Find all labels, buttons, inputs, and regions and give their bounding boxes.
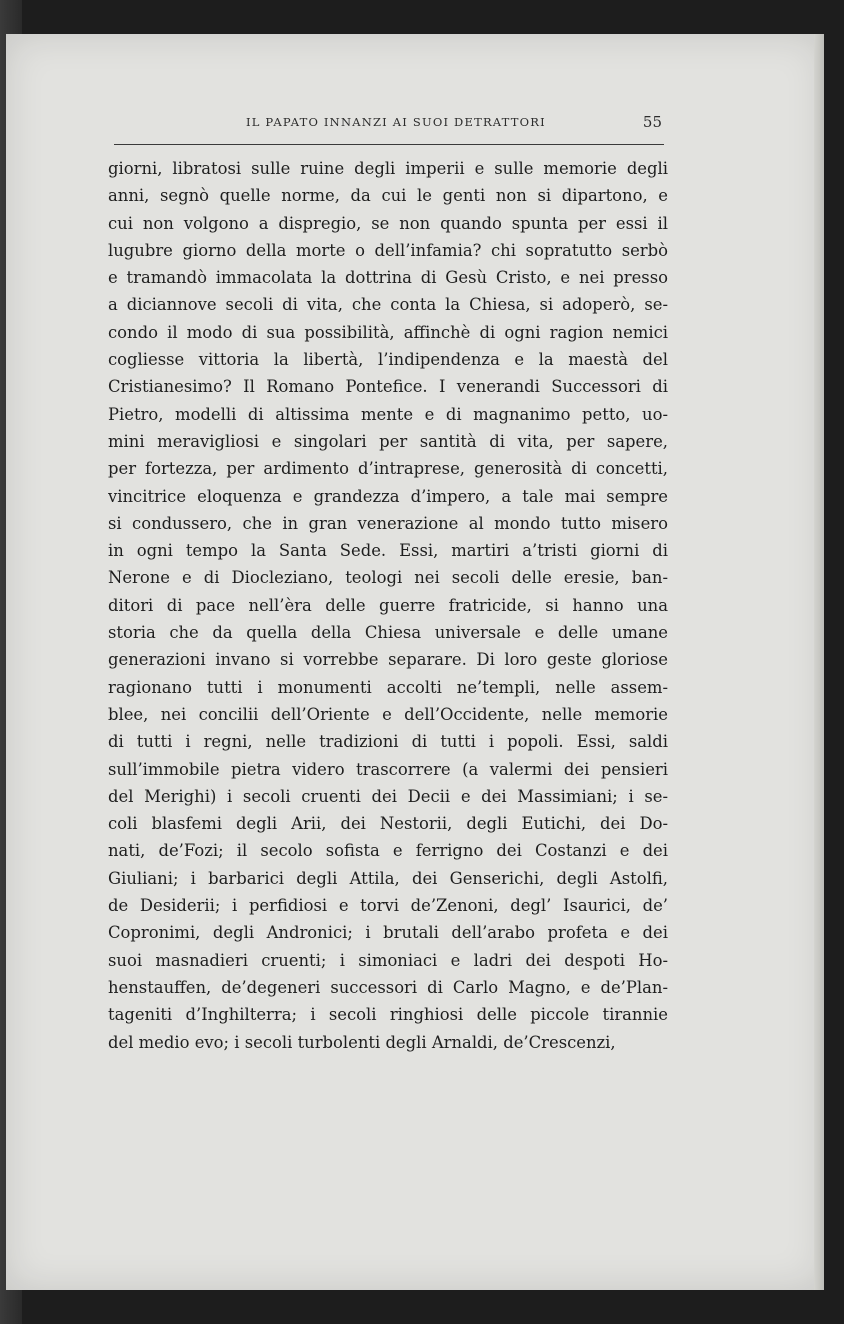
text-line: Giuliani; i barbarici degli Attila, dei Genserichi, degli Astolfi, — [108, 868, 668, 888]
text-line: tageniti d’Inghilterra; i secoli ringhiosi delle piccole tirannie — [108, 1005, 668, 1025]
text-line: Cristianesimo? Il Romano Pontefice. I venerandi Successori di — [108, 377, 668, 397]
text-line: Nerone e di Diocleziano, teologi nei secoli delle eresie, ban- — [108, 568, 668, 588]
text-line: per fortezza, per ardimento d’intraprese, generosità di concetti, — [108, 459, 668, 479]
text-line: e tramandò immacolata la dottrina di Gesù Cristo, e nei presso — [108, 268, 668, 288]
text-line: Pietro, modelli di altissima mente e di magnanimo petto, uo- — [108, 404, 668, 424]
text-line: blee, nei concilii dell’Oriente e dell’Occidente, nelle memorie — [108, 704, 668, 724]
text-line: ditori di pace nell’èra delle guerre fratricide, si hanno una — [108, 595, 668, 615]
text-line: anni, segnò quelle norme, da cui le genti non si dipartono, e — [108, 186, 668, 206]
text-line: a diciannove secoli di vita, che conta la Chiesa, si adoperò, se- — [108, 295, 668, 315]
text-line: suoi masnadieri cruenti; i simoniaci e ladri dei despoti Ho- — [108, 950, 668, 970]
text-line: coli blasfemi degli Arii, dei Nestorii, degli Eutichi, dei Do- — [108, 814, 668, 834]
text-line: de Desiderii; i perfidiosi e torvi de’Zenoni, degl’ Isaurici, de’ — [108, 896, 668, 916]
text-line: cui non volgono a dispregio, se non quando spunta per essi il — [108, 213, 668, 233]
text-line: lugubre giorno della morte o dell’infamia? chi sopratutto serbò — [108, 240, 668, 260]
text-line: Copronimi, degli Andronici; i brutali dell’arabo profeta e dei — [108, 923, 668, 943]
text-line: cogliesse vittoria la libertà, l’indipendenza e la maestà del — [108, 350, 668, 370]
text-line: del medio evo; i secoli turbolenti degli Arnaldi, de’Crescenzi, — [108, 1032, 616, 1052]
text-line: sull’immobile pietra videro trascorrere (a valermi dei pensieri — [108, 759, 668, 779]
text-line: nati, de’Fozi; il secolo sofista e ferrigno dei Costanzi e dei — [108, 841, 668, 861]
page-edge — [814, 34, 824, 1290]
page-number: 55 — [642, 113, 662, 131]
text-line: storia che da quella della Chiesa universale e delle umane — [108, 623, 668, 643]
text-line: ragionano tutti i monumenti accolti ne’templi, nelle assem- — [108, 677, 668, 697]
running-title: IL PAPATO INNANZI AI SUOI DETRATTORI — [246, 115, 546, 129]
text-line: condo il modo di sua possibilità, affinchè di ogni ragion nemici — [108, 322, 668, 342]
text-line: henstauffen, de’degeneri successori di Carlo Magno, e de’Plan- — [108, 977, 668, 997]
text-line: del Merighi) i secoli cruenti dei Decii e dei Massimiani; i se- — [108, 786, 668, 806]
header-rule — [114, 144, 664, 145]
text-line: mini meravigliosi e singolari per santità di vita, per sapere, — [108, 431, 668, 451]
text-line: in ogni tempo la Santa Sede. Essi, martiri a’tristi giorni di — [108, 541, 668, 561]
text-line: generazioni invano si vorrebbe separare. Di loro geste gloriose — [108, 650, 668, 670]
text-line: si condussero, che in gran venerazione al mondo tutto misero — [108, 513, 668, 533]
text-line: giorni, libratosi sulle ruine degli imperii e sulle memorie degli — [108, 159, 668, 178]
body-text — [108, 155, 668, 1056]
running-head — [114, 112, 664, 136]
text-line: di tutti i regni, nelle tradizioni di tutti i popoli. Essi, saldi — [108, 732, 668, 752]
text-line: vincitrice eloquenza e grandezza d’impero, a tale mai sempre — [108, 486, 668, 506]
